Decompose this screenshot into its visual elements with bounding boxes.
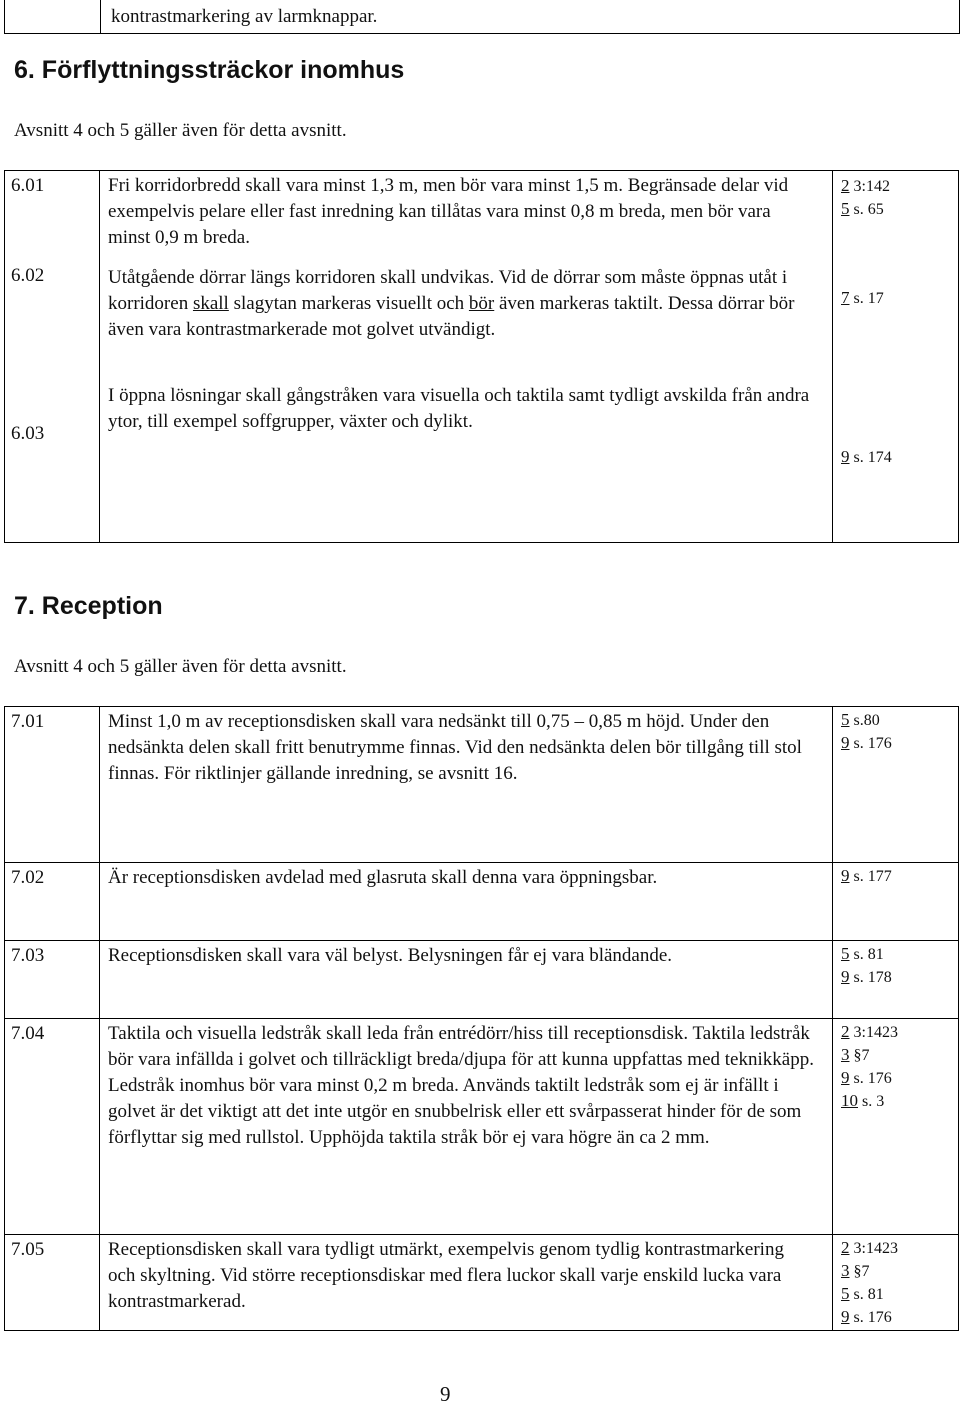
section-6-heading: 6. Förflyttningssträckor inomhus xyxy=(14,56,405,84)
section-7-intro: Avsnitt 4 och 5 gäller även för detta avsnitt. xyxy=(14,656,347,677)
requirement-number-cell xyxy=(5,1019,100,1235)
reference-page: s. 176 xyxy=(849,735,892,752)
requirement-text-cell xyxy=(100,1235,833,1331)
requirement-text: Fri korridorbredd skall vara minst 1,3 m, men bör vara minst 1,5 m. Begränsade delar vid exempelvis pelare eller fast inredning kan tillåtas vara minst 0,8 m breda, men bör vara minst 0,9 m breda. xyxy=(108,175,789,248)
requirement-number: 7.04 xyxy=(11,1023,45,1044)
reference-page: 3:1423 xyxy=(849,1024,898,1041)
reference xyxy=(841,1283,958,1306)
requirement-text-cell xyxy=(100,941,833,1019)
text-part: även markeras taktilt. Dessa dörrar bör även vara kontrastmarkerade mot golvet utvändigt. xyxy=(108,293,795,340)
reference xyxy=(841,1067,958,1090)
requirement-number: 7.05 xyxy=(11,1239,45,1260)
requirement-text-cell xyxy=(100,707,833,863)
fragment-text: kontrastmarkering av larmknappar. xyxy=(111,6,378,27)
text-part: slagytan markeras visuellt och xyxy=(228,293,469,314)
reference-source: 5 xyxy=(841,1284,850,1303)
requirement-numbers xyxy=(5,171,100,543)
references-cell xyxy=(833,941,959,1019)
reference xyxy=(841,943,958,966)
column-divider xyxy=(100,0,101,33)
references-column xyxy=(833,171,959,543)
reference-page: 3:142 xyxy=(849,178,890,195)
reference xyxy=(841,1044,958,1067)
reference-page: §7 xyxy=(849,1263,870,1280)
reference xyxy=(841,446,958,469)
reference-source: 5 xyxy=(841,710,850,729)
requirement-number: 7.02 xyxy=(11,867,45,888)
underlined-word: bör xyxy=(468,293,495,314)
section-6-table xyxy=(4,170,959,543)
reference-page: s.80 xyxy=(849,712,880,729)
reference xyxy=(841,966,958,989)
reference-page: s. 3 xyxy=(858,1093,885,1110)
reference-source: 9 xyxy=(841,967,850,986)
requirement-text: Receptionsdisken skall vara tydligt utmärkt, exempelvis genom tydlig kontrastmarkering och skyltning. Vid större receptionsdiskar med flera luckor skall varje enskild lucka vara kontrastmarkerad. xyxy=(108,1239,784,1312)
requirement-text: Är receptionsdisken avdelad med glasruta skall denna vara öppningsbar. xyxy=(108,867,658,888)
reference-source: 3 xyxy=(841,1045,850,1064)
requirement-text-cell xyxy=(100,863,833,941)
references-cell xyxy=(833,1235,959,1331)
requirement-text: Receptionsdisken skall vara väl belyst. Belysningen får ej vara bländande. xyxy=(108,945,673,966)
reference-page: s. 81 xyxy=(849,1286,884,1303)
reference xyxy=(841,198,958,221)
reference-page: s. 174 xyxy=(849,449,892,466)
section-6-intro: Avsnitt 4 och 5 gäller även för detta avsnitt. xyxy=(14,120,347,141)
requirement-number: 6.03 xyxy=(11,423,45,444)
references-cell xyxy=(833,1019,959,1235)
text-part: Utåtgående dörrar längs korridoren skall undvikas. Vid de dörrar som måste öppnas utåt i korridoren xyxy=(108,267,788,314)
requirement-text: I öppna lösningar skall gångstråken vara visuella och taktila samt tydligt avskilda från andra ytor, till exempel soffgrupper, växter och dylikt. xyxy=(108,385,810,432)
reference-page: s. 176 xyxy=(849,1309,892,1326)
reference-source: 2 xyxy=(841,1022,850,1041)
reference xyxy=(841,287,958,310)
table-row xyxy=(5,707,959,863)
reference xyxy=(841,865,958,888)
requirement-number: 7.01 xyxy=(11,711,45,732)
reference-source: 9 xyxy=(841,866,850,885)
requirement-number: 6.01 xyxy=(11,175,45,196)
reference-source: 9 xyxy=(841,1068,850,1087)
reference-source: 9 xyxy=(841,733,850,752)
reference-source: 10 xyxy=(841,1091,858,1110)
reference-page: §7 xyxy=(849,1047,870,1064)
reference-source: 5 xyxy=(841,199,850,218)
reference xyxy=(841,1260,958,1283)
references-cell xyxy=(833,707,959,863)
page-number: 9 xyxy=(440,1382,451,1406)
reference-source: 3 xyxy=(841,1261,850,1280)
reference-page: 3:1423 xyxy=(849,1240,898,1257)
reference xyxy=(841,1306,958,1329)
requirement-number-cell xyxy=(5,707,100,863)
table-row xyxy=(5,171,959,543)
requirement-number-cell xyxy=(5,1235,100,1331)
reference-source: 5 xyxy=(841,944,850,963)
requirement-text: Taktila och visuella ledstråk skall leda från entrédörr/hiss till receptionsdisk. Taktila ledstråk bör vara infällda i golvet och tillräckligt breda/djupa för att kunna uppfattas med teknikkäpp. Ledstråk inomhus bör vara minst 0,2 m breda. Används taktilt ledstråk som ej är infällt i golvet är det viktigt att det inte utgör en snubbelrisk eller ett svårpasserat hinder för de som förflyttar sig med rullstol. Upphöjda taktila stråk bör ej vara högre än ca 2 mm. xyxy=(108,1023,814,1148)
reference-page: s. 17 xyxy=(849,290,884,307)
reference xyxy=(841,1237,958,1260)
reference xyxy=(841,732,958,755)
section-7-table xyxy=(4,706,959,1331)
requirement-number-cell xyxy=(5,863,100,941)
requirement-text-cell xyxy=(100,1019,833,1235)
reference-source: 2 xyxy=(841,1238,850,1257)
reference-page: s. 177 xyxy=(849,868,892,885)
requirement-number: 7.03 xyxy=(11,945,45,966)
previous-table-fragment xyxy=(4,0,960,34)
reference-page: s. 178 xyxy=(849,969,892,986)
reference-source: 7 xyxy=(841,288,850,307)
reference xyxy=(841,1090,958,1113)
reference-source: 9 xyxy=(841,1307,850,1326)
reference-page: s. 176 xyxy=(849,1070,892,1087)
table-row xyxy=(5,1235,959,1331)
section-7-heading: 7. Reception xyxy=(14,592,163,620)
reference-page: s. 81 xyxy=(849,946,884,963)
requirement-number-cell xyxy=(5,941,100,1019)
table-row xyxy=(5,941,959,1019)
reference-source: 9 xyxy=(841,447,850,466)
reference xyxy=(841,709,958,732)
table-row xyxy=(5,863,959,941)
references-cell xyxy=(833,863,959,941)
reference-source: 2 xyxy=(841,176,850,195)
requirement-texts xyxy=(100,171,833,543)
underlined-word: skall xyxy=(192,293,229,314)
requirement-number: 6.02 xyxy=(11,265,45,286)
reference xyxy=(841,175,958,198)
requirement-text xyxy=(108,265,814,343)
reference xyxy=(841,1021,958,1044)
table-row xyxy=(5,1019,959,1235)
reference-page: s. 65 xyxy=(849,201,884,218)
requirement-text: Minst 1,0 m av receptionsdisken skall vara nedsänkt till 0,75 – 0,85 m höjd. Under den nedsänkta delen skall fritt benutrymme finnas. Vid den nedsänkta delen bör tillgång till stol finnas. För riktlinjer gällande inredning, se avsnitt 16. xyxy=(108,711,802,784)
